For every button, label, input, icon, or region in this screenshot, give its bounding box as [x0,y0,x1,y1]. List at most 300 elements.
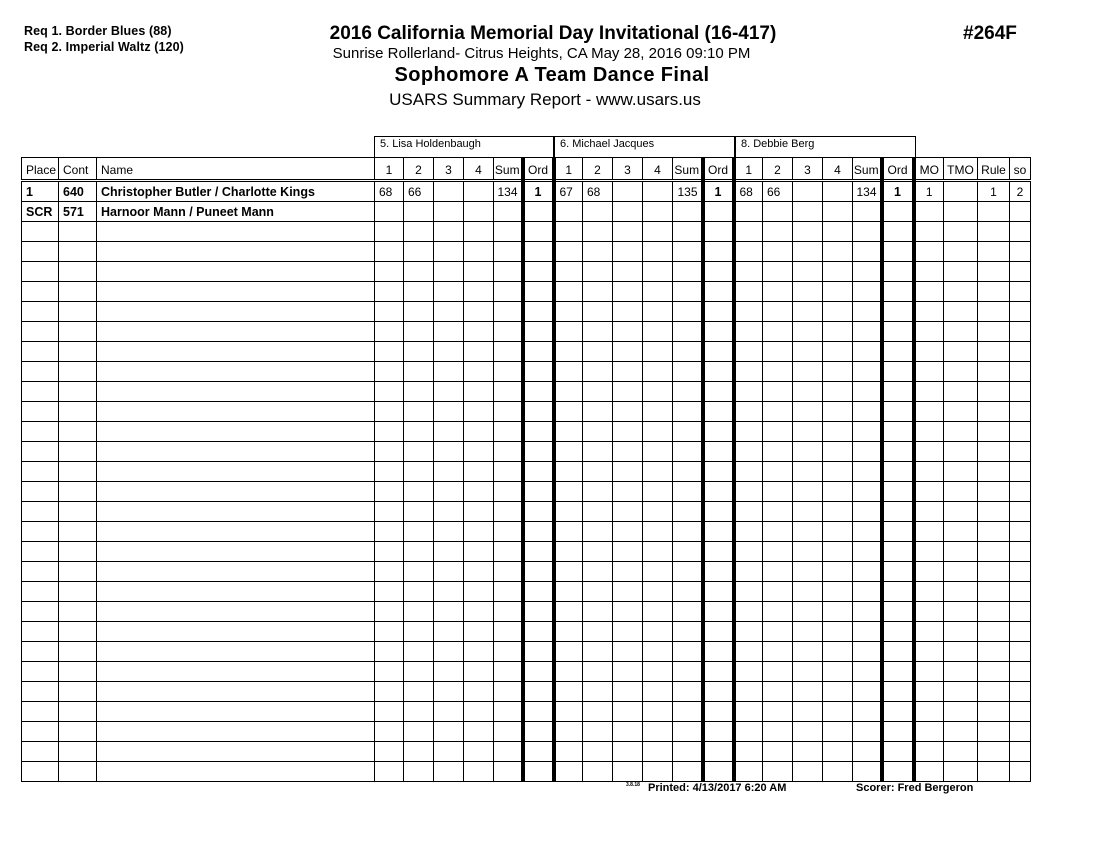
cell-j1-score-1 [375,542,404,562]
cell-j3-score-4 [823,682,853,702]
cell-j3-score-3 [793,542,823,562]
cell-mo [914,622,944,642]
cell-j2-sum [673,422,703,442]
cell-j1-sum [494,562,523,582]
cell-place [22,442,59,462]
cell-tmo [944,562,978,582]
cell-j2-ord [703,302,734,322]
cell-j3-score-4 [823,462,853,482]
cell-j3-score-1 [734,622,763,642]
cell-j1-sum: 134 [494,181,523,202]
cell-j3-ord [882,762,914,782]
cell-j1-score-1 [375,522,404,542]
cell-j2-score-4 [643,302,673,322]
cell-j2-score-3 [613,202,643,222]
cell-rule [978,302,1010,322]
cell-so [1010,362,1031,382]
cell-j2-score-4 [643,322,673,342]
cell-j3-score-1 [734,522,763,542]
cell-j3-ord [882,742,914,762]
cell-name [97,442,375,462]
col-header-place: Place [22,158,59,181]
cell-j1-score-1 [375,602,404,622]
cell-j3-score-1 [734,462,763,482]
cell-j3-score-3 [793,762,823,782]
cell-j3-score-4 [823,542,853,562]
cell-j2-ord [703,282,734,302]
cell-j2-score-2 [583,202,613,222]
cell-j1-score-3 [434,302,464,322]
cell-j3-score-3 [793,482,823,502]
cell-j1-score-3 [434,562,464,582]
cell-j2-score-1 [554,622,583,642]
cell-j2-sum [673,622,703,642]
cell-j1-score-2 [404,542,434,562]
cell-j3-score-1 [734,702,763,722]
cell-j1-score-3 [434,442,464,462]
cell-j2-score-3 [613,722,643,742]
cell-j1-score-2 [404,342,434,362]
cell-cont [59,682,97,702]
cell-place [22,362,59,382]
table-row [22,402,1031,422]
cell-j2-score-3 [613,682,643,702]
cell-j3-score-2 [763,422,793,442]
cell-j2-score-1 [554,602,583,622]
cell-j1-score-4 [464,522,494,542]
cell-j2-score-1 [554,702,583,722]
cell-mo [914,742,944,762]
cell-j1-ord [523,542,554,562]
cell-j3-score-3 [793,622,823,642]
cell-mo [914,382,944,402]
cell-so [1010,622,1031,642]
cell-so [1010,682,1031,702]
cell-so [1010,522,1031,542]
cell-j3-score-1 [734,482,763,502]
cell-mo [914,282,944,302]
cell-cont [59,582,97,602]
cell-j1-score-1 [375,382,404,402]
cell-j1-score-4 [464,181,494,202]
cell-j3-ord [882,362,914,382]
cell-j3-score-2 [763,282,793,302]
cell-j3-ord [882,282,914,302]
cell-place [22,542,59,562]
cell-name [97,642,375,662]
cell-j2-ord [703,462,734,482]
cell-place [22,222,59,242]
cell-place [22,742,59,762]
cell-j3-ord [882,322,914,342]
cell-j1-sum [494,702,523,722]
cell-j3-ord [882,482,914,502]
cell-j3-sum [853,682,882,702]
cell-j2-score-4 [643,562,673,582]
col-header-j2-sum: Sum [673,158,703,181]
cell-j1-score-3 [434,242,464,262]
cell-j3-ord [882,562,914,582]
cell-cont [59,462,97,482]
cell-j3-sum [853,362,882,382]
cell-j3-score-4 [823,662,853,682]
cell-mo: 1 [914,181,944,202]
cell-j1-score-3 [434,542,464,562]
cell-tmo [944,482,978,502]
cell-j1-score-2 [404,562,434,582]
cell-rule [978,722,1010,742]
cell-j2-sum [673,542,703,562]
cell-j2-score-3 [613,181,643,202]
cell-j2-score-2 [583,402,613,422]
cell-j1-score-1 [375,462,404,482]
cell-cont [59,422,97,442]
cell-rule [978,422,1010,442]
cell-name [97,342,375,362]
cell-j3-score-4 [823,582,853,602]
cell-j2-score-2 [583,602,613,622]
cell-j2-sum [673,262,703,282]
cell-j2-sum [673,322,703,342]
cell-j3-score-2 [763,702,793,722]
cell-j1-score-3 [434,642,464,662]
cell-j1-ord [523,302,554,322]
cell-j1-sum [494,262,523,282]
cell-name [97,322,375,342]
cell-mo [914,322,944,342]
cell-so [1010,762,1031,782]
table-row [22,282,1031,302]
cell-j2-score-2: 68 [583,181,613,202]
col-header-j3-3: 3 [793,158,823,181]
cell-j2-score-3 [613,582,643,602]
cell-j2-score-3 [613,342,643,362]
col-header-j2-2: 2 [583,158,613,181]
cell-so [1010,462,1031,482]
cell-j3-score-2 [763,442,793,462]
cell-name [97,762,375,782]
cell-j3-score-2 [763,482,793,502]
cell-j2-score-2 [583,242,613,262]
table-row [22,322,1031,342]
cell-j2-score-2 [583,742,613,762]
cell-j1-sum [494,282,523,302]
cell-j2-score-3 [613,482,643,502]
cell-j3-score-4 [823,362,853,382]
cell-j1-score-3 [434,662,464,682]
cell-j3-sum [853,622,882,642]
cell-rule [978,382,1010,402]
cell-j3-ord: 1 [882,181,914,202]
cell-mo [914,422,944,442]
table-row [22,662,1031,682]
cell-so [1010,222,1031,242]
cell-name [97,522,375,542]
cell-j1-score-3 [434,402,464,422]
cell-j2-score-4 [643,542,673,562]
cell-j3-ord [882,642,914,662]
cell-j1-score-2 [404,482,434,502]
cell-place [22,602,59,622]
cell-j2-score-2 [583,502,613,522]
cell-cont [59,242,97,262]
cell-mo [914,662,944,682]
cell-j2-score-2 [583,222,613,242]
cell-j3-score-1 [734,222,763,242]
cell-j3-ord [882,662,914,682]
cell-j3-score-4 [823,642,853,662]
cell-j1-score-2: 66 [404,181,434,202]
cell-name [97,582,375,602]
cell-j1-ord [523,522,554,542]
cell-tmo [944,181,978,202]
cell-j3-score-1 [734,282,763,302]
cell-tmo [944,582,978,602]
cell-j1-score-2 [404,462,434,482]
cell-j3-sum [853,722,882,742]
cell-j2-score-2 [583,362,613,382]
cell-j3-score-4 [823,742,853,762]
col-header-j1-3: 3 [434,158,464,181]
cell-j3-score-3 [793,322,823,342]
cell-j3-sum [853,582,882,602]
cell-rule [978,322,1010,342]
table-row [22,642,1031,662]
cell-place [22,642,59,662]
cell-j3-sum [853,242,882,262]
cell-j3-ord [882,202,914,222]
cell-j3-score-2 [763,762,793,782]
cell-j2-score-4 [643,402,673,422]
cell-j2-score-2 [583,682,613,702]
cell-tmo [944,722,978,742]
cell-tmo [944,762,978,782]
cell-so [1010,302,1031,322]
cell-tmo [944,442,978,462]
cell-mo [914,462,944,482]
cell-j3-score-1 [734,342,763,362]
cell-rule [978,642,1010,662]
cell-j2-score-4 [643,762,673,782]
cell-rule [978,282,1010,302]
cell-j3-score-1 [734,202,763,222]
cell-j1-score-4 [464,602,494,622]
cell-j3-score-3 [793,722,823,742]
cell-so [1010,282,1031,302]
judge-name: 8. Debbie Berg [741,138,815,150]
cell-place [22,282,59,302]
cell-j3-score-3 [793,222,823,242]
cell-rule [978,202,1010,222]
cell-rule [978,542,1010,562]
col-header-j1-4: 4 [464,158,494,181]
cell-j1-score-4 [464,542,494,562]
cell-j3-score-3 [793,242,823,262]
cell-j2-score-3 [613,602,643,622]
cell-j3-score-4 [823,722,853,742]
cell-j3-score-2 [763,742,793,762]
col-header-j3-sum: Sum [853,158,882,181]
cell-j2-score-2 [583,702,613,722]
cell-j1-score-3 [434,722,464,742]
cell-cont [59,402,97,422]
cell-j3-sum [853,442,882,462]
cell-mo [914,522,944,542]
cell-j2-score-4 [643,642,673,662]
cell-j1-ord [523,762,554,782]
cell-rule [978,762,1010,782]
cell-j3-score-3 [793,282,823,302]
cell-j3-score-1 [734,722,763,742]
cell-j3-score-3 [793,742,823,762]
cell-mo [914,542,944,562]
cell-j2-score-3 [613,282,643,302]
cell-j2-sum [673,442,703,462]
report-title: USARS Summary Report - www.usars.us [389,90,701,109]
cell-j3-score-1 [734,302,763,322]
cell-j3-sum [853,422,882,442]
cell-rule [978,502,1010,522]
cell-j1-ord [523,722,554,742]
cell-j1-score-1 [375,582,404,602]
cell-j2-score-4 [643,282,673,302]
cell-j3-score-2 [763,662,793,682]
cell-j1-score-3 [434,462,464,482]
table-row [22,442,1031,462]
cell-j3-score-2 [763,522,793,542]
cell-j2-ord [703,242,734,262]
cell-j3-score-2 [763,202,793,222]
judge-name: 6. Michael Jacques [560,138,655,150]
col-header-mo: MO [914,158,944,181]
cell-j2-score-2 [583,622,613,642]
cell-j3-score-3 [793,262,823,282]
cell-so [1010,402,1031,422]
cell-j2-ord [703,222,734,242]
cell-tmo [944,522,978,542]
cell-j2-score-4 [643,382,673,402]
cell-j3-score-4 [823,702,853,722]
cell-j3-sum [853,542,882,562]
cell-j1-score-1 [375,482,404,502]
cell-j1-score-3 [434,482,464,502]
cell-tmo [944,622,978,642]
cell-j2-score-1 [554,442,583,462]
cell-place [22,482,59,502]
cell-j2-score-3 [613,462,643,482]
cell-j1-score-4 [464,362,494,382]
cell-name [97,242,375,262]
cell-j2-score-1 [554,722,583,742]
cell-j1-score-1: 68 [375,181,404,202]
cell-mo [914,242,944,262]
cell-j1-score-1 [375,222,404,242]
requirement-2: Req 2. Imperial Waltz (120) [24,40,184,54]
cell-j1-sum [494,382,523,402]
cell-j1-score-1 [375,762,404,782]
version-label: 3.8.18 [626,782,640,788]
cell-mo [914,582,944,602]
col-header-j3-4: 4 [823,158,853,181]
requirement-1: Req 1. Border Blues (88) [24,24,172,38]
cell-cont [59,622,97,642]
cell-j2-score-2 [583,542,613,562]
cell-place [22,622,59,642]
cell-j3-ord [882,242,914,262]
cell-j3-score-4 [823,762,853,782]
cell-j1-score-3 [434,422,464,442]
cell-name: Christopher Butler / Charlotte Kings [97,181,375,202]
cell-j2-score-4 [643,722,673,742]
cell-j3-score-4 [823,222,853,242]
cell-j2-score-1 [554,342,583,362]
cell-so [1010,482,1031,502]
cell-name [97,222,375,242]
cell-j3-score-3 [793,362,823,382]
cell-j3-score-4 [823,262,853,282]
cell-place [22,522,59,542]
cell-j3-score-2 [763,582,793,602]
cell-j3-score-1 [734,542,763,562]
cell-j1-score-2 [404,502,434,522]
cell-j1-score-4 [464,742,494,762]
cell-j1-ord: 1 [523,181,554,202]
cell-j1-score-2 [404,222,434,242]
cell-j1-score-3 [434,382,464,402]
cell-j3-score-2 [763,722,793,742]
cell-j1-score-1 [375,302,404,322]
cell-rule [978,522,1010,542]
cell-j3-score-3 [793,181,823,202]
judge-header-3 [735,136,916,157]
cell-j2-score-4 [643,582,673,602]
cell-j2-ord [703,542,734,562]
cell-j1-score-1 [375,442,404,462]
cell-j1-score-3 [434,742,464,762]
cell-cont: 571 [59,202,97,222]
cell-j2-score-3 [613,262,643,282]
cell-j2-ord [703,422,734,442]
table-row [22,542,1031,562]
cell-j3-score-4 [823,242,853,262]
cell-j2-score-4 [643,482,673,502]
cell-j2-score-2 [583,582,613,602]
cell-j1-score-2 [404,622,434,642]
table-row [22,602,1031,622]
cell-j1-score-1 [375,422,404,442]
cell-j1-score-3 [434,202,464,222]
judge-name: 5. Lisa Holdenbaugh [380,138,481,150]
cell-j2-sum [673,382,703,402]
cell-j2-score-4 [643,442,673,462]
col-header-j2-1: 1 [554,158,583,181]
cell-j1-score-4 [464,202,494,222]
cell-j1-ord [523,682,554,702]
cell-name [97,662,375,682]
cell-j3-score-3 [793,342,823,362]
cell-tmo [944,422,978,442]
cell-j1-score-2 [404,702,434,722]
cell-j2-score-2 [583,482,613,502]
cell-j3-score-4 [823,302,853,322]
cell-j3-score-3 [793,602,823,622]
location-date: Sunrise Rollerland- Citrus Heights, CA May 28, 2016 09:10 PM [332,45,751,62]
cell-j2-score-4 [643,522,673,542]
cell-j3-sum [853,562,882,582]
cell-j3-sum [853,602,882,622]
cell-j2-sum [673,242,703,262]
cell-j2-score-1 [554,682,583,702]
